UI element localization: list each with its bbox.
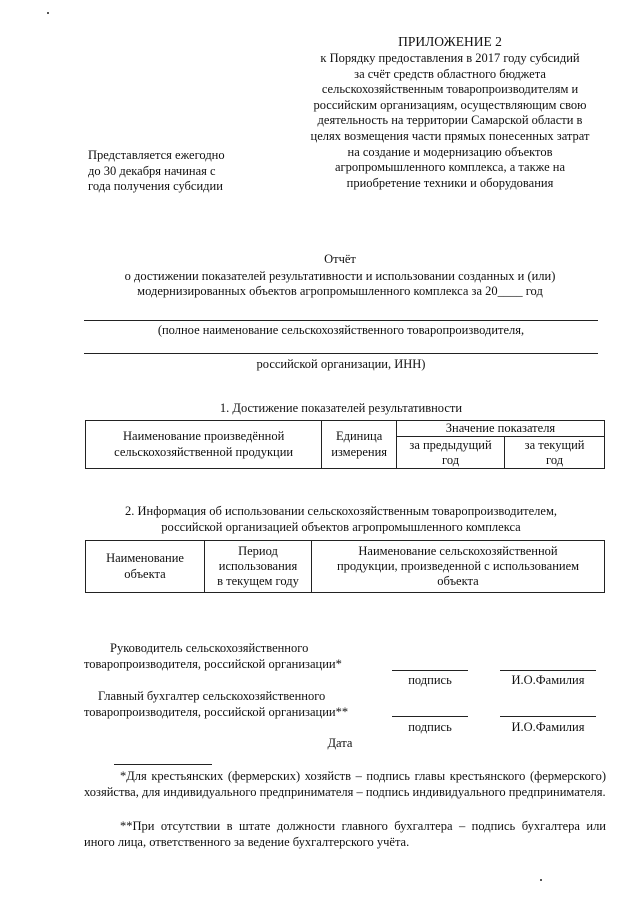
fill-caption-1: (полное наименование сельскохозяйственного товаропроизводителя, (157, 323, 525, 337)
header-text: Наименование сельскохозяйственной (358, 543, 558, 558)
col-unit-header (322, 421, 397, 469)
signature-label-line: Главный бухгалтер сельскохозяйственного (98, 689, 326, 703)
accountant-signature-label-2 (84, 705, 404, 721)
annex-line: за счёт средств областного бюджета (354, 66, 546, 81)
head-sign-caption: подпись (408, 673, 452, 687)
report-subtitle-line1: о достижении показателей результативности и использовании созданных и (или) (124, 268, 556, 283)
col-products-header (312, 541, 605, 593)
signature-label-line: товаропроизводителя, российской организации** (84, 705, 349, 719)
header-text: измерения (331, 444, 388, 459)
annex-line: деятельность на территории Самарской области в (317, 113, 583, 128)
footnote-separator (114, 764, 212, 765)
head-signature-line (392, 670, 468, 671)
annex-line: российским организациям, осуществляющим свою (313, 97, 587, 112)
annex-title: ПРИЛОЖЕНИЕ 2 (398, 34, 502, 49)
annex-line: целях возмещения части прямых понесенных затрат (310, 129, 590, 143)
header-text: использования (218, 558, 298, 573)
header-text: объекта (437, 574, 479, 589)
header-text: за текущий (524, 437, 585, 452)
fill-caption-2: российской организации, ИНН) (256, 357, 426, 371)
col-period-header (205, 541, 312, 593)
header-text: год (546, 452, 564, 467)
annex-line: агропромышленного комплекса, а также на (334, 160, 566, 175)
annex-header (290, 34, 610, 192)
head-name-line (500, 670, 596, 671)
usage-table (85, 540, 605, 593)
section2-heading-line2: российской организацией объектов агропромышленного комплекса (161, 519, 521, 534)
annex-line: на создание и модернизацию объектов (347, 144, 553, 159)
submission-note-line: Представляется ежегодно (88, 148, 225, 162)
footnote-2: **При отсутствии в штате должности главного бухгалтера – подпись бухгалтера или иного лица, ответственного за ведение бухгалтерского учёта. (84, 819, 606, 849)
header-text: продукции, произведенной с использованием (336, 558, 580, 573)
scan-speck (47, 12, 49, 14)
header-text: за предыдущий (409, 437, 492, 452)
footnote-1: *Для крестьянских (фермерских) хозяйств – подпись главы крестьянского (фермерского) хозяйства, для индивидуального предпринимателя – подпись индивидуального предпринимателя. (84, 769, 606, 799)
accountant-signature-label (98, 689, 398, 705)
col-curr-header (505, 437, 605, 469)
section1-heading: 1. Достижение показателей результативности (219, 401, 463, 415)
report-subtitle-line2: модернизированных объектов агропромышленного комплекса за 20____ год (137, 284, 543, 299)
col-object-header (86, 541, 205, 593)
header-text: Наименование (106, 551, 184, 566)
annex-line: приобретение техники и оборудования (346, 175, 554, 190)
fill-line (84, 320, 598, 321)
scan-speck (540, 879, 542, 881)
accountant-signature-line (392, 716, 468, 717)
accountant-sign-caption: подпись (408, 720, 452, 734)
section2-heading-line1: 2. Информация об использовании сельскохозяйственным товаропроизводителем, (125, 504, 557, 518)
annex-line: к Порядку предоставления в 2017 году субсидий (320, 50, 580, 65)
header-text: Наименование произведённой (123, 429, 285, 444)
submission-note-line: года получения субсидии (88, 179, 223, 194)
col-product-header (86, 421, 322, 469)
header-text: год (442, 452, 460, 467)
annex-line: сельскохозяйственным товаропроизводителям и (321, 82, 579, 97)
submission-note (88, 148, 288, 195)
head-signature-label (110, 641, 410, 657)
signature-label-line: товаропроизводителя, российской организации* (84, 657, 342, 671)
head-name-caption: И.О.Фамилия (511, 673, 585, 687)
signature-label-line: Руководитель сельскохозяйственного (110, 641, 309, 655)
header-text: в текущем году (217, 574, 299, 589)
head-signature-label-2 (84, 657, 404, 673)
fill-line (84, 353, 598, 354)
header-text: объекта (124, 566, 166, 581)
header-text: Период (238, 543, 278, 558)
header-text: сельскохозяйственной продукции (114, 444, 294, 459)
report-heading (80, 252, 600, 300)
accountant-name-caption: И.О.Фамилия (511, 720, 585, 734)
results-table (85, 420, 605, 469)
date-label: Дата (327, 736, 353, 750)
accountant-name-line (500, 716, 596, 717)
col-value-header: Значение показателя (396, 421, 604, 437)
col-prev-header (396, 437, 504, 469)
submission-note-line: до 30 декабря начиная с (88, 163, 216, 178)
header-text: Единица (335, 429, 383, 444)
report-title: Отчёт (324, 252, 356, 266)
section2-heading (84, 504, 598, 535)
